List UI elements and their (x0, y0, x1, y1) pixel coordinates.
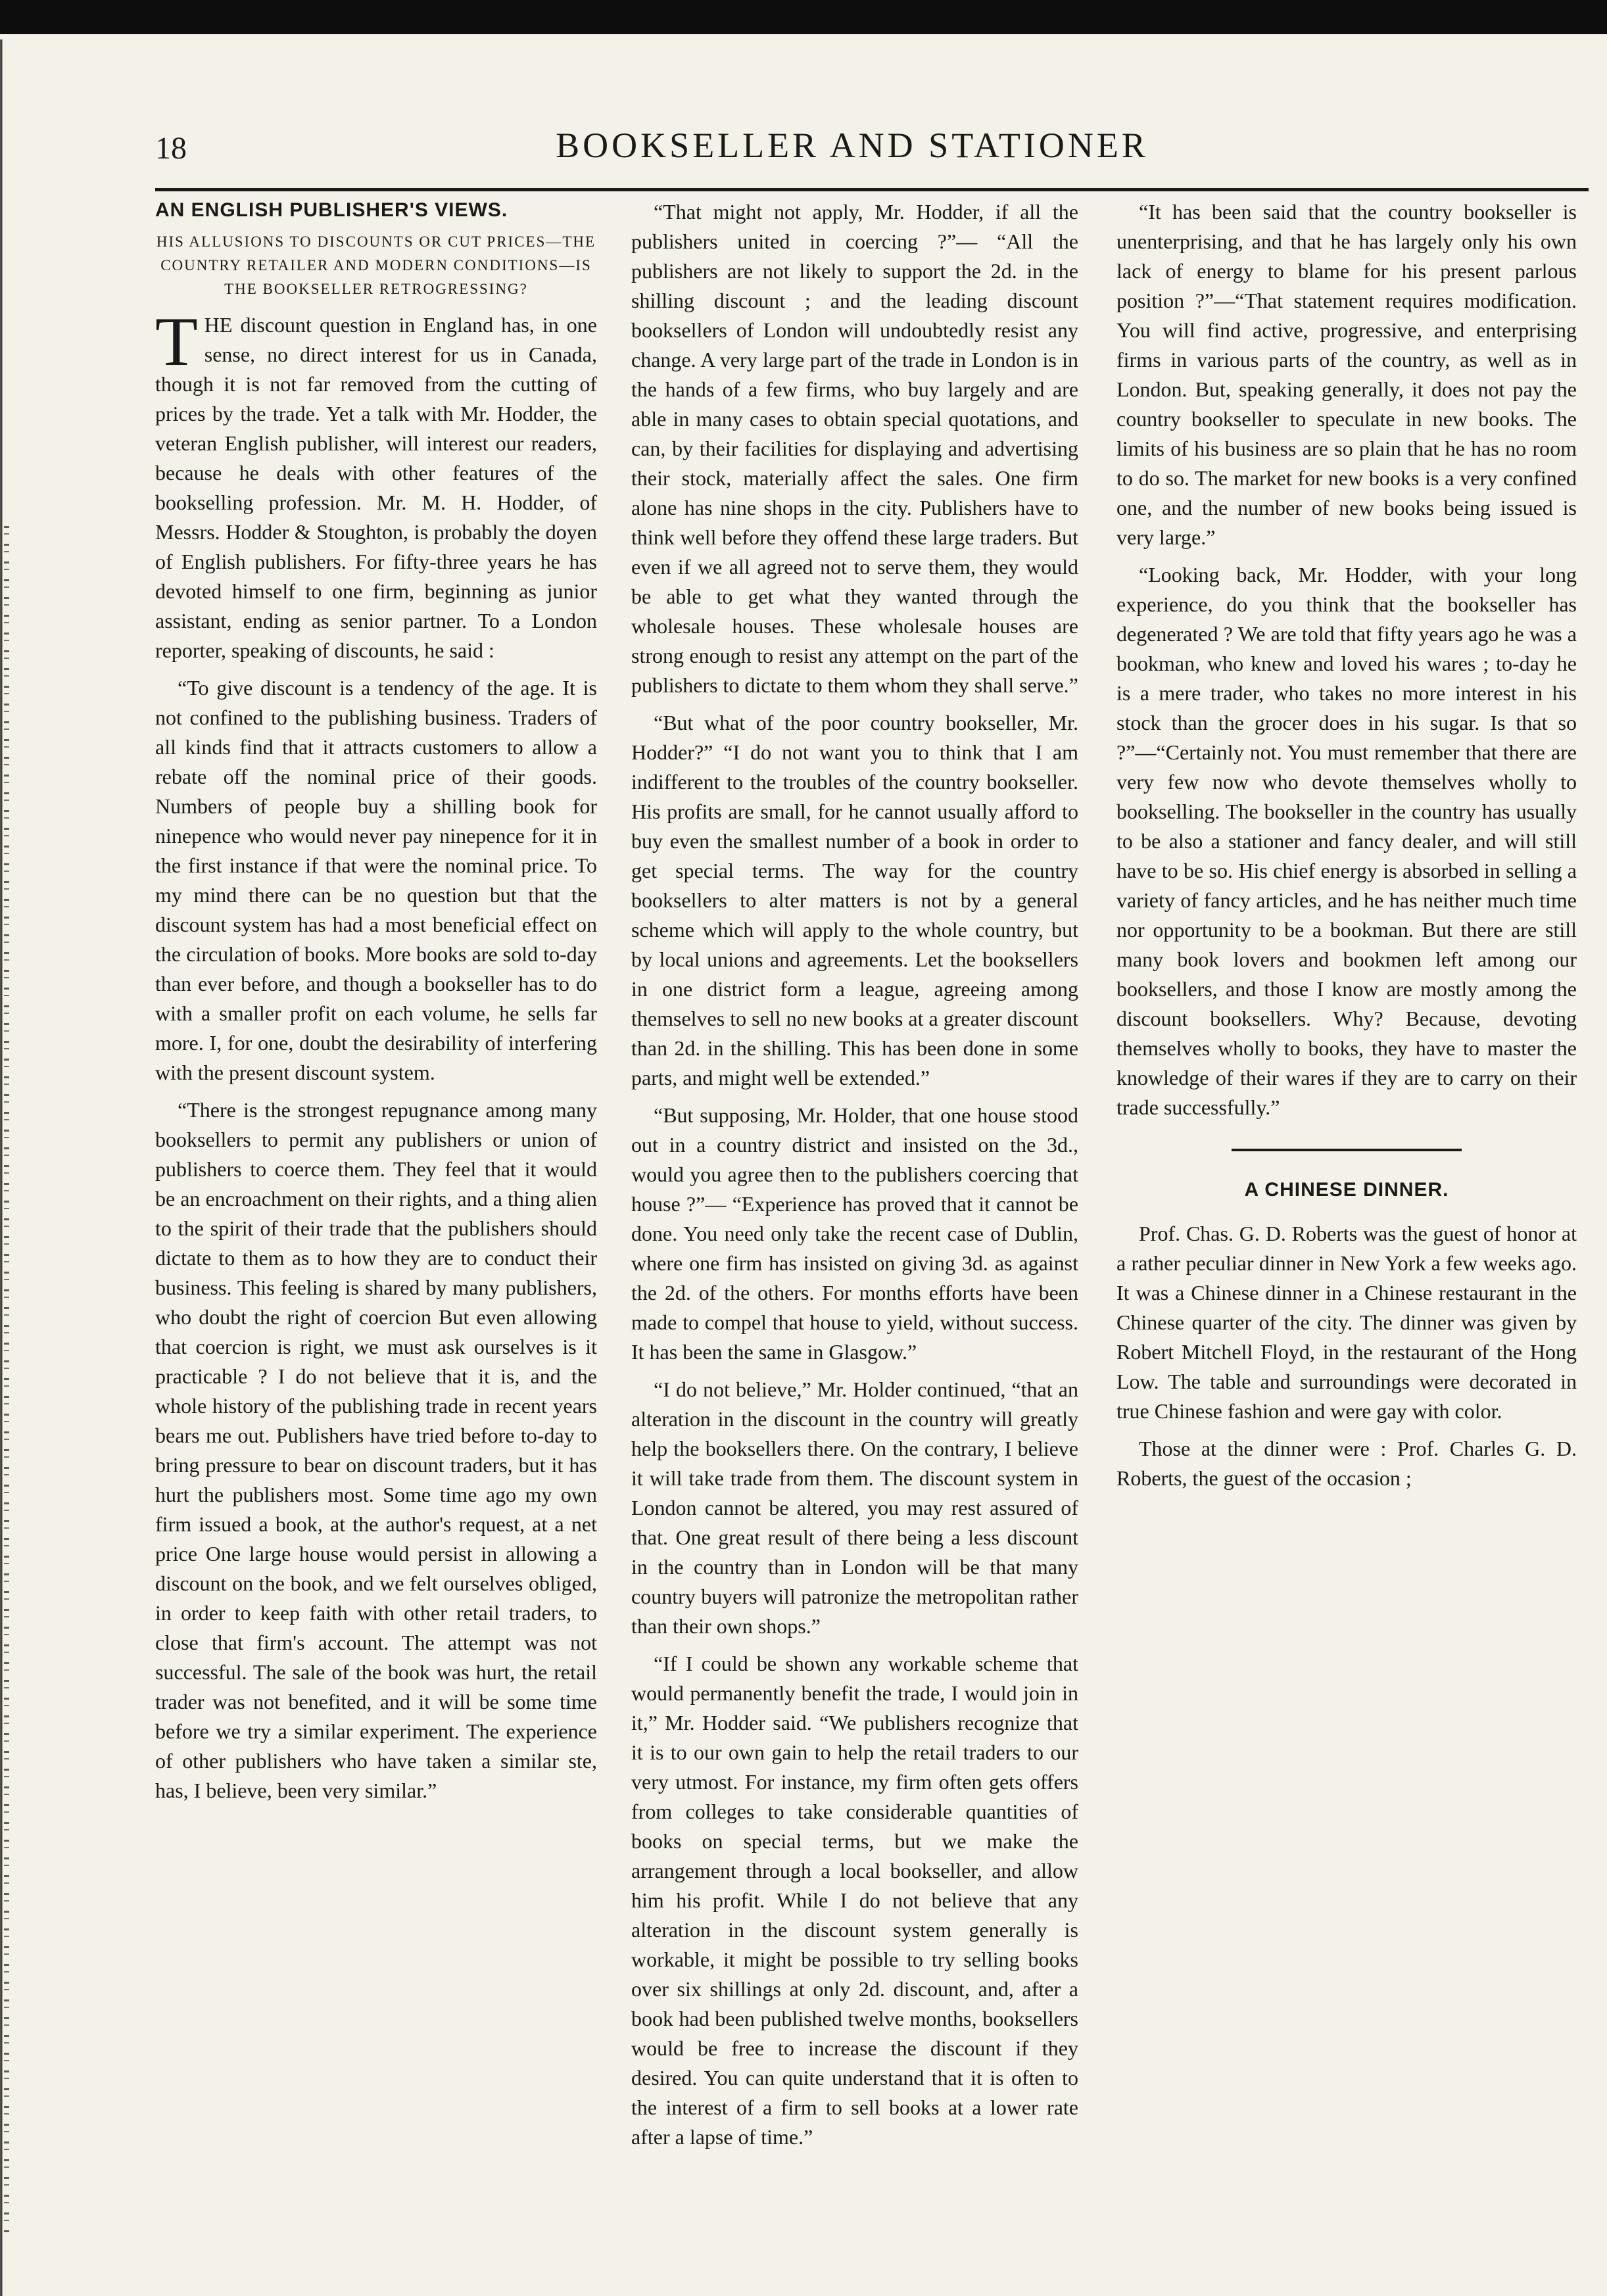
article-paragraph: “If I could be shown any workable scheme that would permanently benefit the trade, I would join in it,” Mr. Hodder said. “We publishers recognize that it is to our own gain to help the retail traders to our very utmost. For instance, my firm often gets offers from colleges to take considerable quantities of books on special terms, but we make the arrangement through a local bookseller, and allow him his profit. While I do not believe that any alteration in the discount system generally is workable, it might be possible to try selling books over six shillings at only 2d. discount, and, after a book had been published twelve months, booksellers would be free to increase the discount if they desired. You can quite understand that it is often to the interest of a firm to sell books at a lower rate after a lapse of time.” (631, 1652, 1078, 2149)
article-paragraph: “To give discount is a tendency of the age. It is not confined to the publishing business. Traders of all kinds find that it attracts customers to allow a rebate off the nominal price of their goods. Numbers of people buy a shilling book for ninepence who would never pay ninepence for it in the first instance if that were the nominal price. To my mind there can be no question but that the discount system has had a most beneficial effect on the circulation of books. More books are sold to-day than ever before, and though a bookseller has to do with a smaller profit on each volume, he sells far more. I, for one, doubt the desirability of interfering with the present discount system. (155, 676, 597, 1084)
journal-title: BOOKSELLER AND STATIONER (556, 126, 1149, 165)
header-rule (155, 188, 1589, 191)
column-1 (155, 197, 597, 1813)
column-3 (1116, 197, 1577, 1501)
article-paragraph: “That might not apply, Mr. Hodder, if all the publishers united in coercing ?”— “All the publishers are not likely to support the 2d. in the shilling discount ; and the leading discount booksellers of London will undoubtedly resist any change. A very large part of the trade in London is in the hands of a few firms, who buy largely and are able in many cases to obtain special quotations, and can, by their facilities for displaying and advertising their stock, materially affect the sales. One firm alone has nine shops in the city. Publishers have to think well before they offend these large traders. But even if we all agreed not to serve them, they would be able to get what they wanted through the wholesale houses. These wholesale houses are strong enough to resist any attempt on the part of the publishers to dictate to them whom they shall serve.” (631, 200, 1078, 697)
scan-binding-marks (4, 526, 9, 2236)
scan-top-border (0, 0, 1607, 34)
article-paragraph: Prof. Chas. G. D. Roberts was the guest of honor at a rather peculiar dinner in New York a few weeks ago. It was a Chinese dinner in a Chinese restaurant in the Chinese quarter of the city. The dinner was given by Robert Mitchell Floyd, in the restaurant of the Hong Low. The table and surroundings were decorated in true Chinese fashion and were gay with color. (1116, 1222, 1577, 1423)
article-paragraph: “But supposing, Mr. Holder, that one house stood out in a country district and insisted on the 3d., would you agree then to the publishers coercing that house ?”— “Experience has proved that it cannot be done. You need only take the recent case of Dublin, where one firm has insisted on giving 3d. as against the 2d. of the others. For months efforts have been made to compel that house to yield, without success. It has been the same in Glasgow.” (631, 1103, 1078, 1364)
article-paragraph: “I do not believe,” Mr. Holder continued, “that an alteration in the discount in the country will greatly help the booksellers there. On the contrary, I believe it will take trade from them. The discount system in London cannot be altered, you may rest assured of that. One great result of there being a less discount in the country than in London will be that many country buyers will patronize the metropolitan rather than their own shops.” (631, 1377, 1078, 1638)
article-paragraph: “There is the strongest repugnance among many booksellers to permit any publishers or union of publishers to coerce them. They feel that it would be an encroachment on their rights, and a thing alien to the spirit of their trade that the publishers should dictate to them as to how they are to conduct their business. This feeling is shared by many publishers, who doubt the right of coercion But even allowing that coercion is right, we must ask ourselves is it practicable ? I do not believe that it is, and the whole history of the publishing trade in recent years bears me out. Publishers have tried before to-day to bring pressure to bear on discount traders, but it has hurt the publishers most. Some time ago my own firm issued a book, at the author's request, at a net price One large house would persist in allowing a discount on the book, and we felt ourselves obliged, in order to keep faith with other retail traders, to close that firm's account. The attempt was not successful. The sale of the book was hurt, the retail trader was not benefited, and it will be some time before we try a similar experiment. The experience of other publishers who have taken a similar ste, has, I believe, been very similar.” (155, 1098, 597, 1802)
article-divider (1232, 1149, 1462, 1151)
article-paragraph: “It has been said that the country bookseller is unenterprising, and that he has largely only his own lack of energy to blame for his present parlous position ?”—“That statement requires modification. You will find active, progressive, and enterprising firms in various parts of the country, as well as in London. But, speaking generally, it does not pay the country bookseller to speculate in new books. The limits of his business are so plain that he has no room to do so. The market for new books is a very confined one, and the number of new books being issued is very large.” (1116, 200, 1577, 549)
article-paragraph: “Looking back, Mr. Hodder, with your long experience, do you think that the bookseller has degenerated ? We are told that fifty years ago he was a bookman, who knew and loved his wares ; to-day he is a mere trader, who takes no more interest in his stock than the grocer does in his sugar. Is that so ?”—“Certainly not. You must remember that there are very few now who devote themselves wholly to bookselling. The bookseller in the country has usually to be also a stationer and fancy dealer, and will still have to be so. His chief energy is absorbed in selling a variety of fancy articles, and he has neither much time nor opportunity to be a bookman. But there are still many book lovers and bookmen left among our booksellers, and those I know are mostly among the discount booksellers. Why? Because, devoting themselves wholly to books, they have to master the knowledge of their wares if they are to carry on their trade successfully.” (1116, 563, 1577, 1119)
drop-cap: T (155, 303, 198, 380)
page-number: 18 (155, 131, 187, 166)
article-subtitle: HIS ALLUSIONS TO DISCOUNTS OR CUT PRICES—THE COUNTRY RETAILER AND MODERN CONDITIONS—IS THE BOOKSELLER RETROGRESSING? (156, 233, 596, 297)
article-paragraph: Those at the dinner were : Prof. Charles G. D. Roberts, the guest of the occasion ; (1116, 1437, 1577, 1490)
column-2 (631, 197, 1078, 2160)
article-title: AN ENGLISH PUBLISHER'S VIEWS. (155, 199, 508, 221)
article-title: A CHINESE DINNER. (1244, 1179, 1449, 1201)
article-paragraph: THE discount question in England has, in one sense, no direct interest for us in Canada, though it is not far removed from the cutting of prices by the trade. Yet a talk with Mr. Hodder, the veteran English publisher, will interest our readers, because he deals with other features of the bookselling profession. Mr. M. H. Hodder, of Messrs. Hodder & Stoughton, is probably the doyen of English publishers. For fifty-three years he has devoted himself to one firm, beginning as junior assistant, ending as senior partner. To a London reporter, speaking of discounts, he said : (155, 303, 597, 662)
article-paragraph: “But what of the poor country bookseller, Mr. Hodder?” “I do not want you to think that I am indifferent to the troubles of the country bookseller. His profits are small, for he cannot usually afford to buy even the smallest number of a book in order to get special terms. The way for the country booksellers to alter matters is not by a general scheme which will apply to the whole country, but by local unions and agreements. Let the booksellers in one district form a league, agreeing among themselves to sell no new books at a greater discount than 2d. in the shilling. This has been done in some parts, and might well be extended.” (631, 711, 1078, 1089)
running-head (155, 125, 1549, 184)
